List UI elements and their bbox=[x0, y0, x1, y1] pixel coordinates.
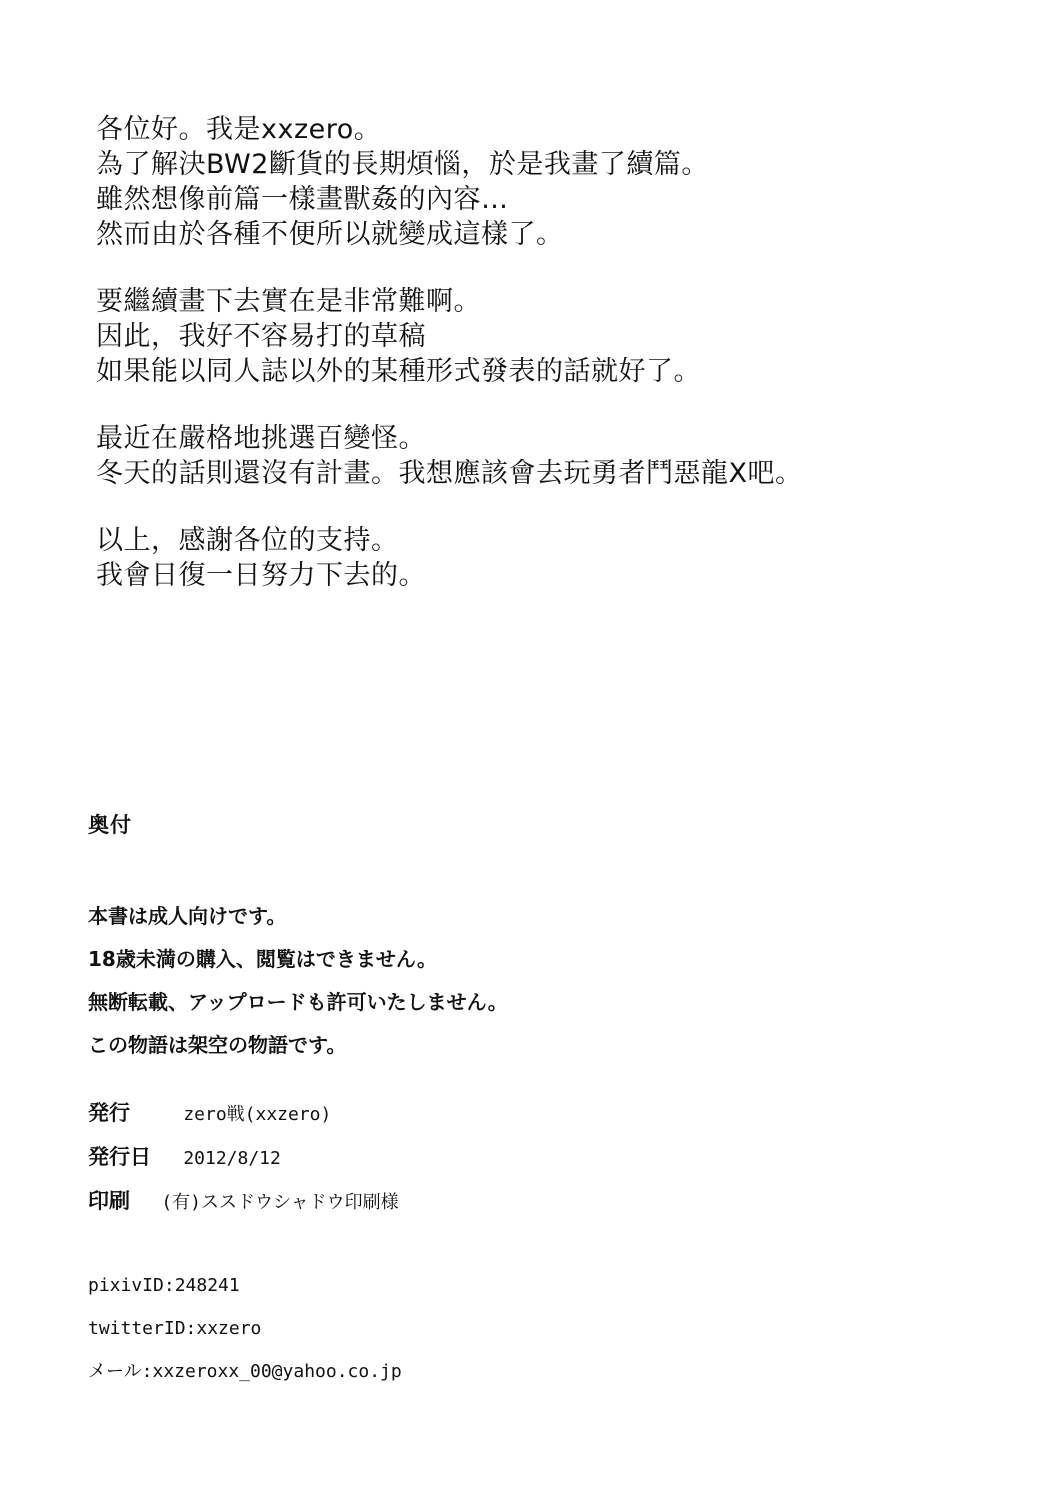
printer-row bbox=[88, 1180, 988, 1224]
message-paragraph bbox=[96, 523, 996, 593]
pixiv-id: pixivID:248241 bbox=[88, 1275, 240, 1296]
twitter-id: twitterID:xxzero bbox=[88, 1318, 262, 1339]
message-paragraph bbox=[96, 112, 996, 252]
printer-value: (有)ススドウシャドウ印刷様 bbox=[161, 1192, 399, 1213]
printer-label: 印刷 bbox=[88, 1189, 130, 1213]
date-label: 発行日 bbox=[88, 1145, 151, 1169]
publisher-value: zero戦(xxzero) bbox=[183, 1104, 332, 1125]
message-paragraph bbox=[96, 421, 996, 491]
publication-info bbox=[88, 1092, 988, 1224]
date-value: 2012/8/12 bbox=[183, 1148, 281, 1169]
message-line: 因此，我好不容易打的草稿 bbox=[96, 321, 426, 352]
message-line: 冬天的話則還沒有計畫。我想應該會去玩勇者鬥惡龍X吧。 bbox=[96, 458, 803, 489]
message-line: 雖然想像前篇一樣畫獸姦的內容… bbox=[96, 184, 509, 215]
message-line: 如果能以同人誌以外的某種形式發表的話就好了。 bbox=[96, 356, 701, 387]
publisher-label: 発行 bbox=[88, 1101, 130, 1125]
message-line: 為了解決BW2斷貨的長期煩惱，於是我畫了續篇。 bbox=[96, 149, 709, 180]
notice-line: 無断転載、アップロードも許可いたしません。 bbox=[88, 990, 508, 1014]
message-line: 要繼續畫下去實在是非常難啊。 bbox=[96, 286, 481, 317]
afterword-message bbox=[96, 112, 996, 625]
date-row bbox=[88, 1136, 988, 1180]
colophon-title: 奥付 bbox=[88, 813, 132, 837]
message-line: 然而由於各種不便所以就變成這樣了。 bbox=[96, 219, 564, 250]
message-line: 最近在嚴格地挑選百變怪。 bbox=[96, 423, 426, 454]
message-paragraph bbox=[96, 284, 996, 389]
notice-line: 本書は成人向けです。 bbox=[88, 904, 287, 928]
mail-address: メール:xxzeroxx_00@yahoo.co.jp bbox=[88, 1361, 402, 1382]
colophon bbox=[88, 810, 988, 1393]
notice-line: この物語は架空の物語です。 bbox=[88, 1033, 347, 1057]
message-line: 各位好。我是xxzero。 bbox=[96, 114, 382, 145]
publisher-row bbox=[88, 1092, 988, 1136]
notice-line: 18歳未満の購入、閲覧はできません。 bbox=[88, 947, 438, 971]
message-line: 我會日復一日努力下去的。 bbox=[96, 560, 426, 591]
notices bbox=[88, 895, 988, 1067]
contacts bbox=[88, 1264, 988, 1393]
message-line: 以上，感謝各位的支持。 bbox=[96, 525, 399, 556]
